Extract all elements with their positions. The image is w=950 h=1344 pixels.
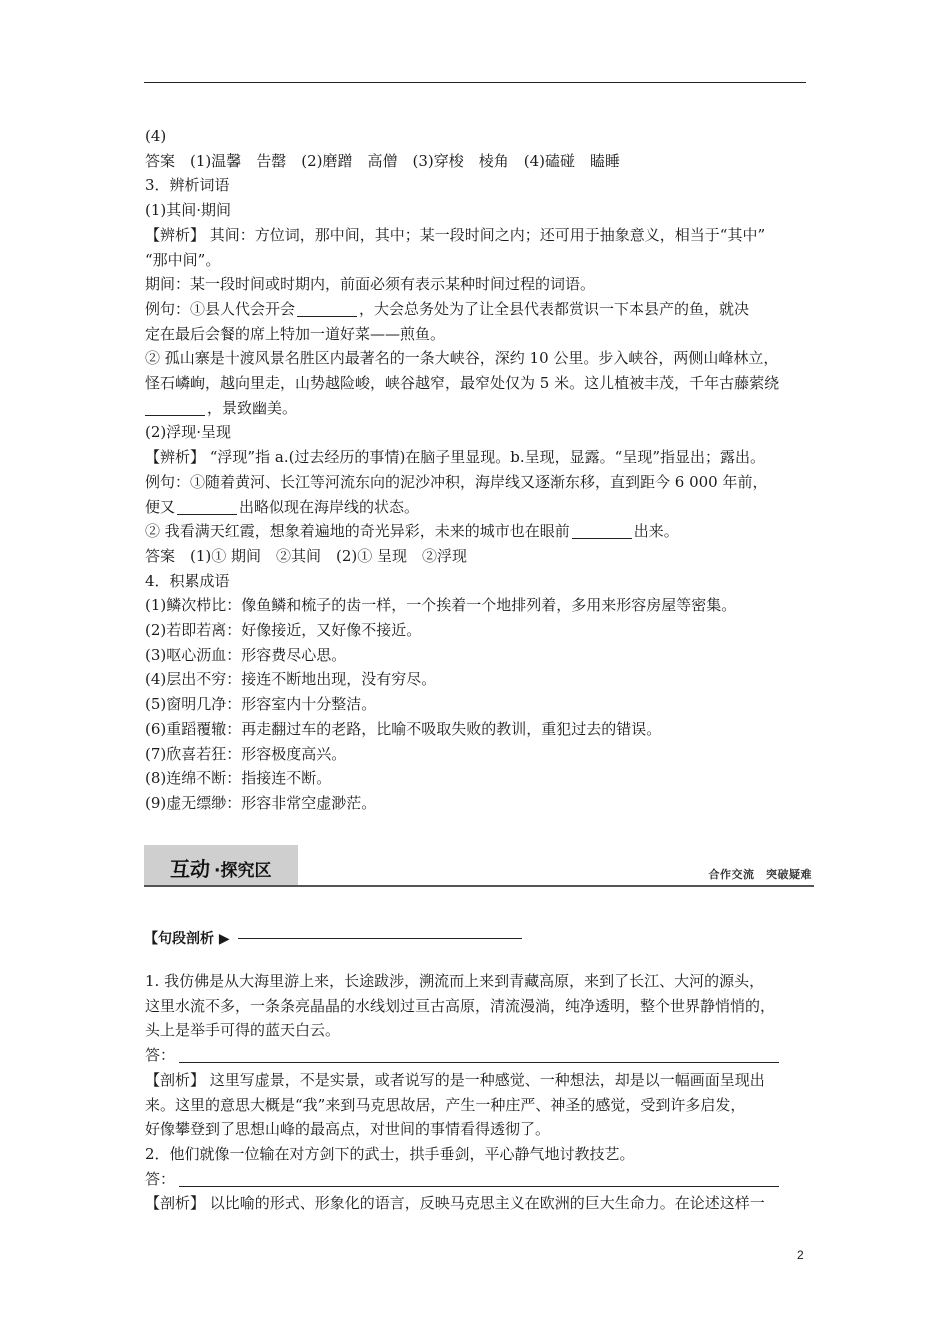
section-title [170, 853, 271, 882]
subheading: 【句段剖析 ▶ [144, 931, 230, 947]
text-line: 好像攀登到了思想山峰的最高点，对世间的事情看得透彻了。 [145, 1120, 551, 1139]
section-header [144, 845, 814, 887]
example-text: 便又 [145, 497, 176, 516]
answer-blank [179, 1170, 779, 1187]
example-text: 例句：①县人代会开会 [145, 299, 296, 318]
text-line: 4．积累成语 [145, 571, 230, 590]
text-line: 【剖析】 以比喻的形式、形象化的语言，反映马克思主义在欧洲的巨大生命力。在论述这样一 [145, 1194, 765, 1213]
text-line: (9)虚无缥缈：形容非常空虚渺茫。 [145, 793, 377, 812]
header-rule [144, 82, 806, 83]
example-line [145, 495, 815, 520]
example-line [145, 519, 815, 544]
text-line: (1)鳞次栉比：像鱼鳞和梳子的齿一样，一个挨着一个地排列着，多用来形容房屋等密集。 [145, 596, 737, 615]
example-text: 出略似现在海岸线的状态。 [239, 497, 420, 516]
answer-line [145, 1167, 815, 1192]
fill-blank [177, 498, 237, 515]
example-text: ② 我看满天红霞，想象着遍地的奇光异彩，未来的城市也在眼前 [145, 522, 570, 541]
text-line: 怪石嶙峋，越向里走，山势越险峻，峡谷越窄，最窄处仅为 5 米。这儿植被丰茂，千年古藤萦绕 [145, 374, 780, 393]
text-line: 3．辨析词语 [145, 176, 230, 195]
text-line: 答案 (1)① 期间 ②其间 (2)① 呈现 ②浮现 [145, 546, 468, 565]
fill-blank [145, 399, 205, 416]
answer-label: 答： [145, 1046, 176, 1065]
text-line: (8)连绵不断：指接连不断。 [145, 769, 332, 788]
text-line: 头上是举手可得的蓝天白云。 [145, 1021, 341, 1040]
text-line: “那中间”。 [145, 250, 221, 269]
text-line: ② 孤山寨是十渡风景名胜区内最著名的一条大峡谷，深约 10 公里。步入峡谷，两侧山峰林立， [145, 349, 779, 368]
text-line: 1. 我仿佛是从大海里游上来，长途跋涉，溯流而上来到青藏高原，来到了长江、大河的源头， [145, 972, 765, 990]
text-line: 例句：①随着黄河、长江等河流东向的泥沙冲积，海岸线又逐渐东移，直到距今 6 000 年前， [145, 472, 768, 491]
text-line: (1)其间·期间 [145, 201, 232, 220]
answer-label: 答： [145, 1169, 176, 1188]
text-line: 期间：某一段时间或时期内，前面必须有表示某种时间过程的词语。 [145, 275, 596, 294]
example-line [145, 297, 815, 322]
section-rule [144, 885, 814, 887]
text-line: (4)层出不穷：接连不断地出现，没有穷尽。 [145, 670, 437, 689]
answer-blank [179, 1046, 779, 1063]
text-line: (6)重蹈覆辙：再走翻过车的老路，比喻不吸取失败的教训，重犯过去的错误。 [145, 719, 662, 738]
text-line: (4) [145, 127, 167, 145]
fill-blank [572, 522, 632, 539]
document-body-top [145, 124, 815, 816]
example-text: ，大会总务处为了让全县代表都赏识一下本县产的鱼，就决 [359, 299, 750, 318]
example-text: ，景致幽美。 [207, 398, 298, 417]
text-line: (5)窗明几净：形容室内十分整洁。 [145, 695, 377, 714]
answer-line [145, 1043, 815, 1068]
fill-blank [297, 300, 357, 317]
text-line: (3)呕心沥血：形容费尽心思。 [145, 645, 347, 664]
subheading-rule [238, 938, 522, 939]
text-line: 【辨析】 其间：方位词，那中间，其中；某一段时间之内；还可用于抽象意义，相当于“其中” [145, 225, 766, 244]
text-line: 【辨析】 “浮现”指 a.(过去经历的事情)在脑子里显现。b.呈现，显露。“呈现”指显出；露出。 [145, 448, 765, 467]
page-number: 2 [797, 1248, 804, 1262]
text-line: 答案 (1)温馨 告罄 (2)磨蹭 高僧 (3)穿梭 棱角 (4)磕碰 瞌睡 [145, 151, 620, 170]
text-line: (7)欣喜若狂：形容极度高兴。 [145, 744, 347, 763]
text-line: 2．他们就像一位输在对方剑下的武士，拱手垂剑，平心静气地讨教技艺。 [145, 1144, 635, 1163]
text-line: 来。这里的意思大概是“我”来到马克思故居，产生一种庄严、神圣的感觉，受到许多启发， [145, 1095, 746, 1114]
section-title-sub: ·探究区 [214, 861, 272, 881]
section-tagline: 合作交流 突破疑难 [708, 868, 812, 881]
text-line: (2)若即若离：好像接近，又好像不接近。 [145, 621, 422, 640]
example-text: 出来。 [633, 522, 679, 541]
text-line: (2)浮现·呈现 [145, 423, 232, 442]
text-line: 这里水流不多，一条条亮晶晶的水线划过亘古高原，清流漫淌，纯净透明，整个世界静悄悄的， [145, 996, 776, 1015]
text-line: 定在最后会餐的席上特加一道好菜——煎鱼。 [145, 324, 446, 343]
example-line [145, 396, 815, 421]
document-body-bottom [145, 969, 815, 1216]
text-line: 【剖析】 这里写虚景，不是实景，或者说写的是一种感觉、一种想法，却是以一幅画面呈现出 [145, 1070, 765, 1089]
section-title-main: 互动 [170, 857, 210, 881]
